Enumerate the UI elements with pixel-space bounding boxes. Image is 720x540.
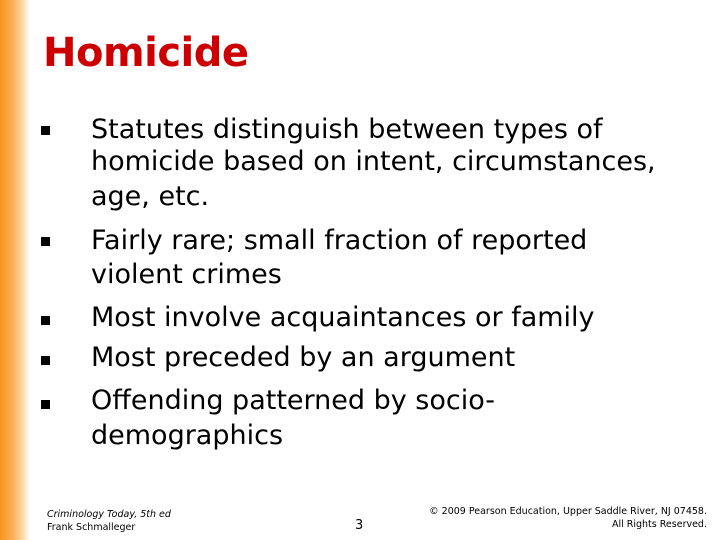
- slide-title: Homicide: [43, 30, 249, 76]
- bullet-5-line-2: demographics: [91, 420, 284, 451]
- book-title: Criminology Today, 5th ed: [47, 509, 171, 520]
- bullet-4-line-1: Most preceded by an argument: [91, 342, 516, 373]
- copyright-notice: [429, 505, 707, 531]
- bullet-marker: [41, 237, 50, 246]
- author-name: Frank Schmalleger: [47, 522, 136, 533]
- bullet-2-line-2: violent crimes: [91, 259, 282, 290]
- bullet-marker: [41, 356, 50, 365]
- copyright-line-2: All Rights Reserved.: [611, 519, 707, 530]
- bullet-marker: [41, 400, 50, 409]
- footer-source: [47, 508, 171, 534]
- bullet-marker: [41, 126, 50, 135]
- bullet-3-line-1: Most involve acquaintances or family: [91, 302, 595, 333]
- bullet-1-line-1: Statutes distinguish between types of: [91, 114, 603, 145]
- copyright-line-1: © 2009 Pearson Education, Upper Saddle River, NJ 07458.: [429, 506, 707, 517]
- bullet-2-line-1: Fairly rare; small fraction of reported: [91, 225, 588, 256]
- page-number: 3: [355, 518, 364, 533]
- bullet-1-line-3: age, etc.: [91, 181, 210, 212]
- bullet-5-line-1: Offending patterned by socio-: [91, 385, 495, 416]
- bullet-1-line-2: homicide based on intent, circumstances,: [91, 146, 656, 177]
- bullet-marker: [41, 316, 50, 325]
